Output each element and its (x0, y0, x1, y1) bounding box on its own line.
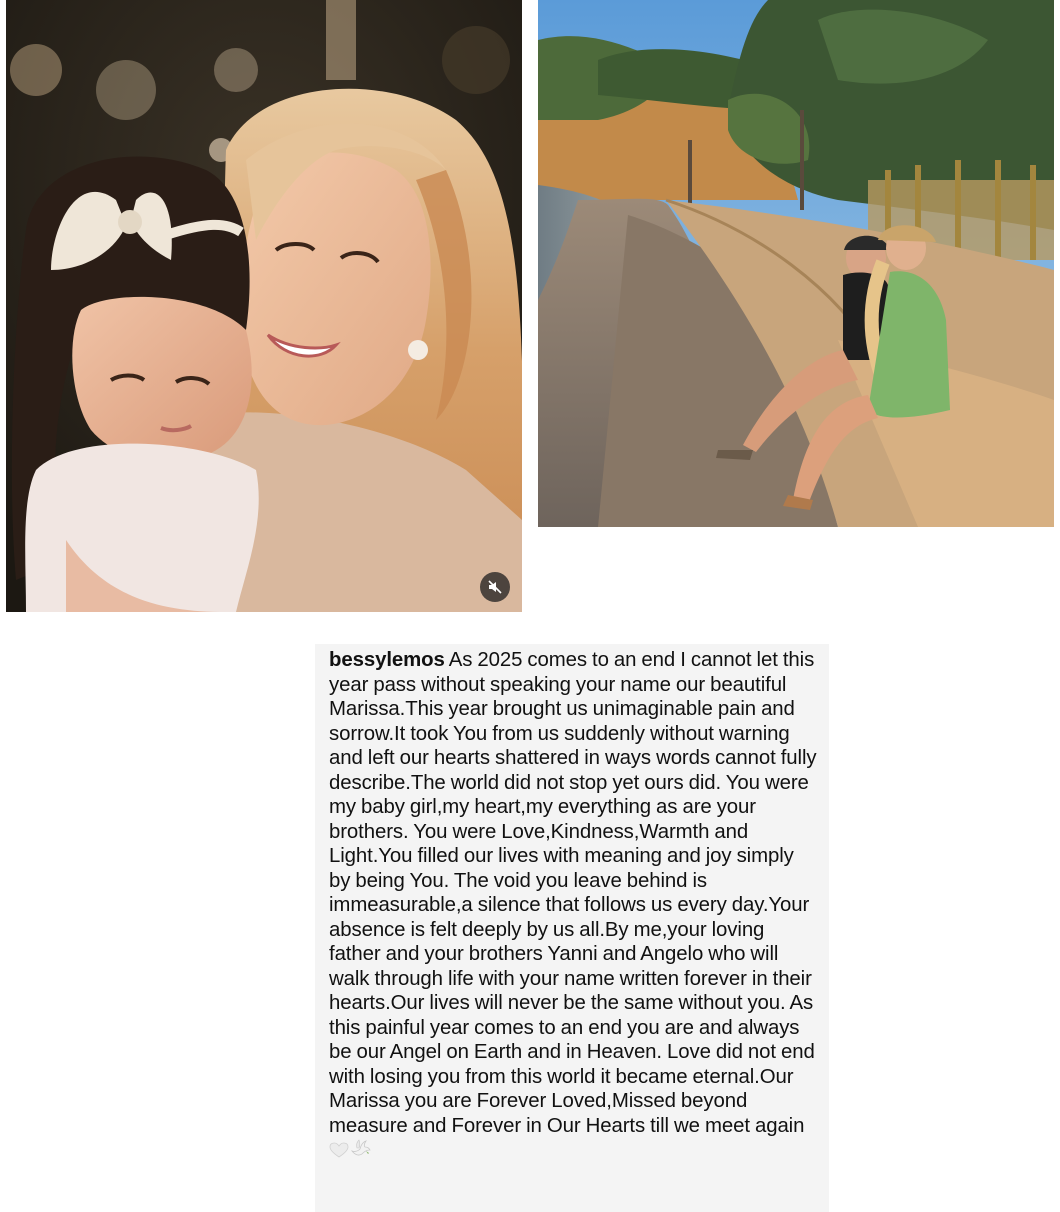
mute-button[interactable] (480, 572, 510, 602)
white-heart-icon (329, 1142, 349, 1158)
mother-daughter-photo-graphic (6, 0, 522, 612)
beach-sunset-photo-graphic (538, 0, 1054, 527)
speaker-muted-icon (487, 579, 503, 595)
username[interactable]: bessylemos (329, 649, 445, 671)
post-caption (315, 644, 829, 1212)
dove-icon (349, 1139, 371, 1159)
beach-sunset-photo[interactable] (538, 0, 1054, 527)
caption-text (329, 648, 819, 1163)
caption-body: As 2025 comes to an end I cannot let this year pass without speaking your name our beautiful Marissa.This year brought us unimaginable pain and sorrow.It took You from us suddenly without warning and left our hearts shattered in ways words cannot fully describe.The world did not stop yet ours did. You were my baby girl,my heart,my everything as are your brothers. You were Love,Kindness,Warmth and Light.You filled our lives with meaning and joy simply by being You. The void you leave behind is immeasurable,a silence that follows us every day.Your absence is felt deeply by us all.By me,your loving father and your brothers Yanni and Angelo who will walk through life with your name written forever in their hearts.Our lives will never be the same without you. As this painful year comes to an end you are and always be our Angel on Earth and in Heaven. Love did not end with losing you from this world it became eternal.Our Marissa you are Forever Loved,Missed beyond measure and Forever in Our Hearts till we meet again (329, 649, 817, 1137)
mother-daughter-photo[interactable] (6, 0, 522, 612)
